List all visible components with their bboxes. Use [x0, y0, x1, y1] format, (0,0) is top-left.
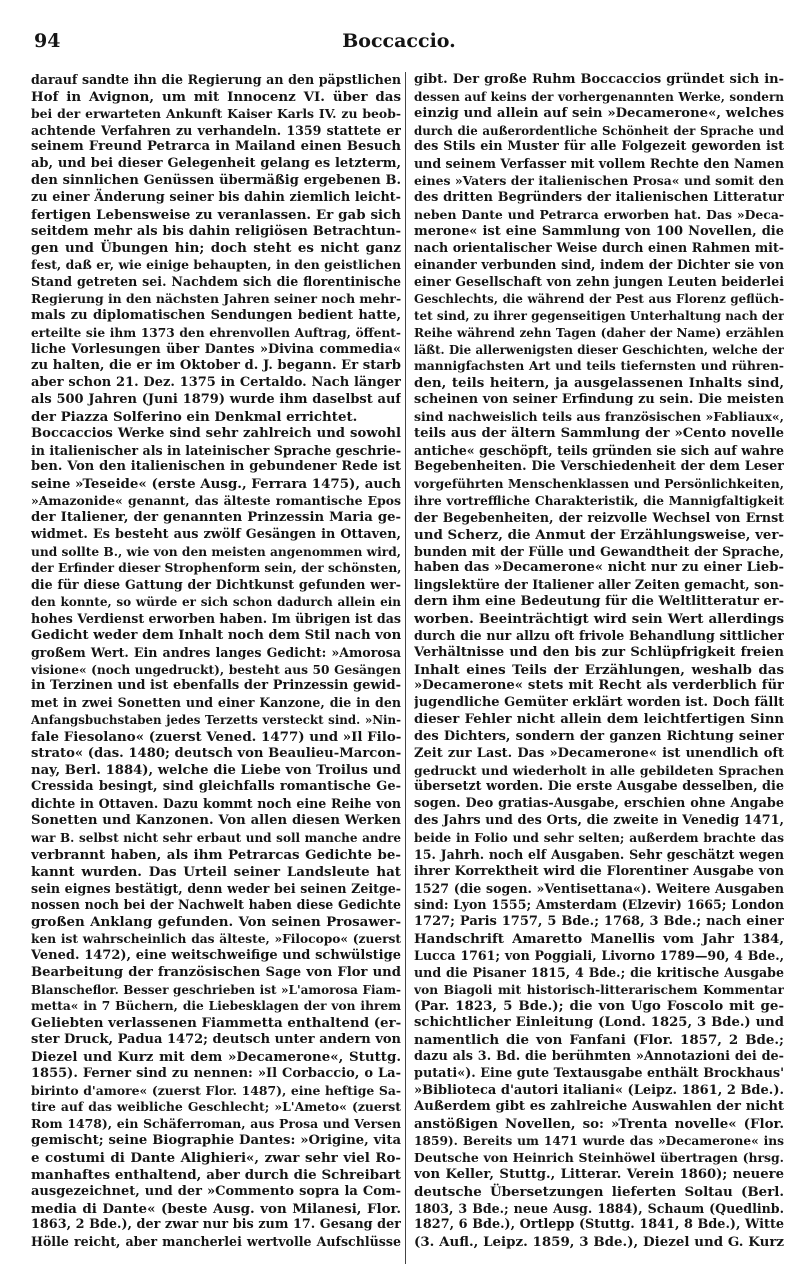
- text-line: vorgeführten Menschenklassen und Persönlichkeiten,: [414, 477, 784, 492]
- text-line: Sonetten und Kanzonen. Von allen diesen Werken: [31, 813, 401, 829]
- text-line: Begebenheiten. Die Verschiedenheit der dem Leser: [414, 459, 784, 475]
- text-line: eines »Vaters der italienischen Prosa« und somit den: [414, 173, 784, 189]
- text-line: von Biagoli mit historisch-litterarischem Kommentar: [414, 982, 784, 997]
- right-column: [414, 72, 784, 1272]
- text-line: Geliebten verlassenen Fiammetta enthaltend (er-: [31, 1015, 401, 1032]
- column-divider: [405, 72, 406, 1264]
- text-line: und sollte B., wie von den meisten angenommen wird,: [31, 544, 401, 559]
- text-line: durch die außerordentliche Schönheit der Sprache und: [414, 123, 784, 138]
- text-line: der Begebenheiten, der reizvolle Wechsel von Ernst: [414, 509, 784, 525]
- text-line: sein eignes bestätigt, denn weder bei seinen Zeitge-: [31, 880, 401, 896]
- text-line: (Par. 1823, 5 Bde.); die von Ugo Foscolo mit ge-: [414, 998, 784, 1015]
- text-line: »Biblioteca d'autori italiani« (Leipz. 1861, 2 Bde.).: [414, 1082, 784, 1098]
- text-line: lingslektüre der Italiener aller Zeiten gemacht, son-: [414, 577, 784, 593]
- text-line: großem Wert. Ein andres langes Gedicht: »Amorosa: [31, 644, 401, 660]
- text-line: e costumi di Dante Alighieri«, zwar sehr viel Ro-: [31, 1150, 401, 1166]
- text-line: ken ist wahrscheinlich das älteste, »Filocopo« (zuerst: [31, 932, 401, 947]
- text-line: dessen auf keins der vorhergenannten Werke, sondern: [414, 89, 784, 104]
- text-line: sind: Lyon 1555; Amsterdam (Elzevir) 1665; London: [414, 897, 784, 913]
- text-line: »Decamerone« stets mit Recht als verderblich für: [414, 678, 784, 694]
- running-title: Boccaccio.: [342, 30, 456, 52]
- text-line: mannigfachsten Art und teils tiefernsten und rühren-: [414, 359, 784, 374]
- text-line: des Stils ein Muster für alle Folgezeit geworden ist: [414, 139, 784, 155]
- text-line: übersetzt worden. Die erste Ausgabe desselben, die: [414, 779, 784, 795]
- text-line: ihre vortreffliche Charakteristik, die Mannigfaltigkeit: [414, 494, 784, 509]
- text-line: neben Dante und Petrarca erworben hat. Das »Deca-: [414, 206, 784, 222]
- text-line: 1863, 2 Bde.), der zwar nur bis zum 17. Gesang der: [31, 1217, 401, 1233]
- text-line: media di Dante« (beste Ausg. von Milanesi, Flor.: [31, 1200, 401, 1217]
- text-line: sind nachweislich teils aus französischen »Fabliaux«,: [414, 408, 784, 424]
- text-line: »Amazonide« genannt, das älteste romantische Epos: [31, 493, 401, 509]
- text-line: einer Gesellschaft von zehn jungen Leuten beiderlei: [414, 274, 784, 290]
- text-line: den konnte, so würde er sich schon dadurch allein ein: [31, 595, 401, 610]
- text-line: Außerdem gibt es zahlreiche Auswahlen der nicht: [414, 1099, 784, 1115]
- text-line: 1859). Bereits um 1471 wurde das »Decamerone« ins: [414, 1134, 784, 1149]
- text-line: 15. Jahrh. noch elf Ausgaben. Sehr geschätzt wegen: [414, 846, 784, 862]
- text-line: und die Pisaner 1815, 4 Bde.; die kritische Ausgabe: [414, 964, 784, 980]
- text-line: ihrer Korrektheit wird die Florentiner Ausgabe von: [414, 863, 784, 879]
- text-line: kannt wurden. Das Urteil seiner Landsleute hat: [31, 863, 401, 880]
- text-line: Cressida besingt, sind gleichfalls romantische Ge-: [31, 779, 401, 795]
- text-line: deutsche Übersetzungen lieferten Soltau (Berl.: [414, 1183, 784, 1200]
- text-line: beide in Folio und sehr selten; außerdem brachte das: [414, 830, 784, 845]
- text-line: zu einer Änderung seiner bis dahin ziemlich leicht-: [31, 189, 401, 205]
- text-line: Verhältnisse und den bis zur Schlüpfrigkeit freien: [414, 644, 784, 660]
- left-column: [31, 72, 401, 1272]
- text-line: die für diese Gattung der Dichtkunst gefunden wer-: [31, 577, 401, 593]
- text-line: merone« ist eine Sammlung von 100 Novellen, die: [414, 223, 784, 239]
- text-line: Zeit zur Last. Das »Decamerone« ist unendlich oft: [414, 745, 784, 761]
- text-line: darauf sandte ihn die Regierung an den päpstlichen: [31, 72, 401, 87]
- text-line: mals zu diplomatischen Sendungen bedient hatte,: [31, 307, 401, 323]
- text-line: und seinem Verfasser mit vollem Rechte den Namen: [414, 156, 784, 172]
- text-line: des dritten Begründers der italienischen Litteratur: [414, 189, 784, 205]
- text-line: läßt. Die allerwenigsten dieser Geschichten, welche der: [414, 342, 784, 357]
- text-line: Diezel und Kurz mit dem »Decamerone«, Stuttg.: [31, 1048, 401, 1065]
- text-line: einzig und allein auf sein »Decamerone«, welches: [414, 105, 784, 121]
- text-line: nossen noch bei der Nachwelt haben diese Gedichte: [31, 897, 401, 913]
- text-line: als 500 Jahren (Juni 1879) wurde ihm daselbst auf: [31, 392, 401, 408]
- text-line: fertigen Lebensweise zu veranlassen. Er gab sich: [31, 206, 401, 223]
- text-line: Hölle reicht, aber mancherlei wertvolle Aufschlüsse: [31, 1234, 401, 1250]
- text-line: Rom 1478), ein Schäferroman, aus Prosa und Versen: [31, 1116, 401, 1132]
- text-line: bei der erwarteten Ankunft Kaiser Karls IV. zu beob-: [31, 105, 401, 121]
- text-line: strato« (das. 1480; deutsch von Beaulieu-Marcon-: [31, 745, 401, 761]
- text-line: gemischt; seine Biographie Dantes: »Origine, vita: [31, 1133, 401, 1149]
- text-line: met in zwei Sonetten und einer Kanzone, die in den: [31, 695, 401, 711]
- text-line: in Terzinen und ist ebenfalls der Prinzessin gewid-: [31, 678, 401, 694]
- text-line: ausgezeichnet, und der »Commento sopra la Com-: [31, 1183, 401, 1199]
- text-line: tet sind, zu ihrer gegenseitigen Unterhaltung nach der: [414, 308, 784, 323]
- text-line: war B. selbst nicht sehr erbaut und soll manche andre: [31, 830, 401, 845]
- text-line: durch die nur allzu oft frivole Behandlung sittlicher: [414, 627, 784, 643]
- text-line: jugendliche Gemüter erklärt worden ist. Doch fällt: [414, 695, 784, 711]
- text-line: Boccaccios Werke sind sehr zahlreich und sowohl: [31, 425, 401, 441]
- text-line: der Italiener, der genannten Prinzessin Maria ge-: [31, 509, 401, 525]
- text-line: Anfangsbuchstaben jedes Terzetts versteckt sind. »Nin-: [31, 713, 401, 728]
- text-line: (3. Aufl., Leipz. 1859, 3 Bde.), Diezel und G. Kurz: [414, 1234, 784, 1251]
- text-line: der Erfinder dieser Strophenform sein, der schönsten,: [31, 561, 401, 576]
- text-line: 1855). Ferner sind zu nennen: »Il Corbaccio, o La-: [31, 1065, 401, 1081]
- text-line: aber schon 21. Dez. 1375 in Certaldo. Nach länger: [31, 375, 401, 391]
- text-line: des Dichters, sondern der ganzen Richtung seiner: [414, 728, 784, 744]
- text-line: manhaftes enthaltend, aber durch die Schreibart: [31, 1166, 401, 1183]
- text-line: nach orientalischer Weise durch einen Rahmen mit-: [414, 240, 784, 256]
- text-line: 1827, 6 Bde.), Ortlepp (Stuttg. 1841, 8 Bde.), Witte: [414, 1217, 784, 1233]
- text-line: teils aus der ältern Sammlung der »Cento novelle: [414, 425, 784, 441]
- text-line: zu halten, die er im Oktober d. J. begann. Er starb: [31, 358, 401, 374]
- text-line: Regierung in den nächsten Jahren seiner noch mehr-: [31, 290, 401, 306]
- text-line: dichte in Ottaven. Dazu kommt noch eine Reihe von: [31, 796, 401, 812]
- text-line: verbrannt haben, als ihm Petrarcas Gedichte be-: [31, 846, 401, 863]
- text-line: hohes Verdienst erworben haben. Im übrigen ist das: [31, 611, 401, 626]
- text-line: erteilte sie ihm 1373 den ehrenvollen Auftrag, öffent-: [31, 325, 401, 340]
- text-line: Blanscheflor. Besser geschrieben ist »L'amorosa Fiam-: [31, 982, 401, 997]
- text-line: Deutsche von Heinrich Steinhöwel übertragen (hrsg.: [414, 1150, 784, 1165]
- text-line: putati«). Eine gute Textausgabe enthält Brockhaus': [414, 1065, 784, 1081]
- page-header: [34, 30, 764, 64]
- text-line: ben. Von den italienischen in gebundener Rede ist: [31, 459, 401, 475]
- text-line: dieser Fehler nicht allein dem leichtfertigen Sinn: [414, 712, 784, 728]
- text-line: ab, und bei dieser Gelegenheit gelang es letzterm,: [31, 156, 401, 172]
- text-line: birinto d'amore« (zuerst Flor. 1487), eine heftige Sa-: [31, 1082, 401, 1098]
- text-line: sogen. Deo gratias-Ausgabe, erschien ohne Angabe: [414, 796, 784, 812]
- text-line: fest, daß er, wie einige behaupten, in den geistlichen: [31, 257, 401, 273]
- text-line: Bearbeitung der französischen Sage von Flor und: [31, 964, 401, 980]
- text-line: großen Anklang gefunden. Von seinen Prosawer-: [31, 914, 401, 931]
- text-line: Geschlechts, die während der Pest aus Florenz geflüch-: [414, 291, 784, 306]
- text-line: scheinen von seiner Erfindung zu sein. Die meisten: [414, 392, 784, 408]
- text-line: von Keller, Stuttg., Litterar. Verein 1860); neuere: [414, 1166, 784, 1182]
- text-line: tire auf das weibliche Geschlecht; »L'Ameto« (zuerst: [31, 1099, 401, 1115]
- text-line: bunden mit der Fülle und Gewandtheit der Sprache,: [414, 543, 784, 559]
- text-line: des Jahrs und des Orts, die zweite in Venedig 1471,: [414, 813, 784, 829]
- text-line: Vened. 1472), eine weitschweifige und schwülstige: [31, 947, 401, 963]
- text-line: metta« in 7 Büchern, die Liebesklagen der von ihrem: [31, 999, 401, 1014]
- page-number: 94: [34, 30, 61, 52]
- text-line: schichtlicher Einleitung (Lond. 1825, 3 Bde.) und: [414, 1015, 784, 1031]
- text-line: der Piazza Solferino ein Denkmal errichtet.: [31, 408, 358, 425]
- text-line: fale Fiesolano« (zuerst Vened. 1477) und »Il Filo-: [31, 728, 401, 745]
- text-line: 1803, 3 Bde.; neue Ausg. 1884), Schaum (Quedlinb.: [414, 1200, 784, 1216]
- text-line: liche Vorlesungen über Dantes »Divina commedia«: [31, 341, 401, 357]
- text-line: Gedicht weder dem Inhalt noch dem Stil nach von: [31, 627, 401, 643]
- text-line: ster Druck, Padua 1472; deutsch unter andern von: [31, 1032, 401, 1048]
- text-line: seitdem mehr als bis dahin religiösen Betrachtun-: [31, 223, 401, 239]
- text-line: den sinnlichen Genüssen übermäßig ergebenen B.: [31, 173, 401, 189]
- text-line: worben. Beeinträchtigt wird sein Wert allerdings: [414, 611, 784, 627]
- text-line: antiche« geschöpft, teils gründen sie sich auf wahre: [414, 442, 784, 458]
- text-line: haben das »Decamerone« nicht nur zu einer Lieb-: [414, 560, 784, 576]
- text-line: und Scherz, die Anmut der Erzählungsweise, ver-: [414, 526, 784, 543]
- text-line: seine »Teseide« (erste Ausg., Ferrara 1475), auch: [31, 476, 401, 493]
- text-line: dern ihm eine Bedeutung für die Weltlitteratur er-: [414, 594, 784, 610]
- text-line: Hof in Avignon, um mit Innocenz VI. über das: [31, 88, 401, 105]
- text-line: dazu als 3. Bd. die berühmten »Annotazioni dei de-: [414, 1048, 784, 1064]
- text-line: Reihe während zehn Tagen (daher der Name) erzählen: [414, 325, 784, 340]
- text-line: seinem Freund Petrarca in Mailand einen Besuch: [31, 139, 401, 155]
- text-line: Lucca 1761; von Poggiali, Livorno 1789—90, 4 Bde.,: [414, 947, 784, 963]
- text-line: in italienischer als in lateinischer Sprache geschrie-: [31, 442, 401, 458]
- text-line: namentlich die von Fanfani (Flor. 1857, 2 Bde.;: [414, 1032, 784, 1049]
- text-line: visione« (noch ungedruckt), besteht aus 50 Gesängen: [31, 662, 401, 677]
- text-line: nay, Berl. 1884), welche die Liebe von Troilus und: [31, 762, 401, 778]
- text-line: gibt. Der große Ruhm Boccaccios gründet sich in-: [414, 72, 784, 87]
- text-line: einander verbunden sind, indem der Dichter sie von: [414, 257, 784, 273]
- text-line: den, teils heitern, ja ausgelassenen Inhalts sind,: [414, 375, 784, 392]
- text-line: gedruckt und wiederholt in alle gebildeten Sprachen: [414, 762, 784, 778]
- text-line: anstößigen Novellen, so: »Trenta novelle« (Flor.: [414, 1116, 784, 1133]
- text-line: achtende Verfahren zu verhandeln. 1359 stattete er: [31, 122, 401, 138]
- text-line: Stand getreten sei. Nachdem sich die florentinische: [31, 274, 401, 290]
- text-line: gen und Übungen hin; doch steht es nicht ganz: [31, 240, 401, 257]
- text-line: 1727; Paris 1757, 5 Bde.; 1768, 3 Bde.; nach einer: [414, 914, 784, 930]
- text-line: 1527 (die sogen. »Ventisettana«). Weitere Ausgaben: [414, 880, 784, 896]
- text-line: Handschrift Amaretto Manellis vom Jahr 1384,: [414, 931, 784, 948]
- text-line: Inhalt eines Teils der Erzählungen, weshalb das: [414, 661, 784, 678]
- text-line: widmet. Es besteht aus zwölf Gesängen in Ottaven,: [31, 526, 401, 542]
